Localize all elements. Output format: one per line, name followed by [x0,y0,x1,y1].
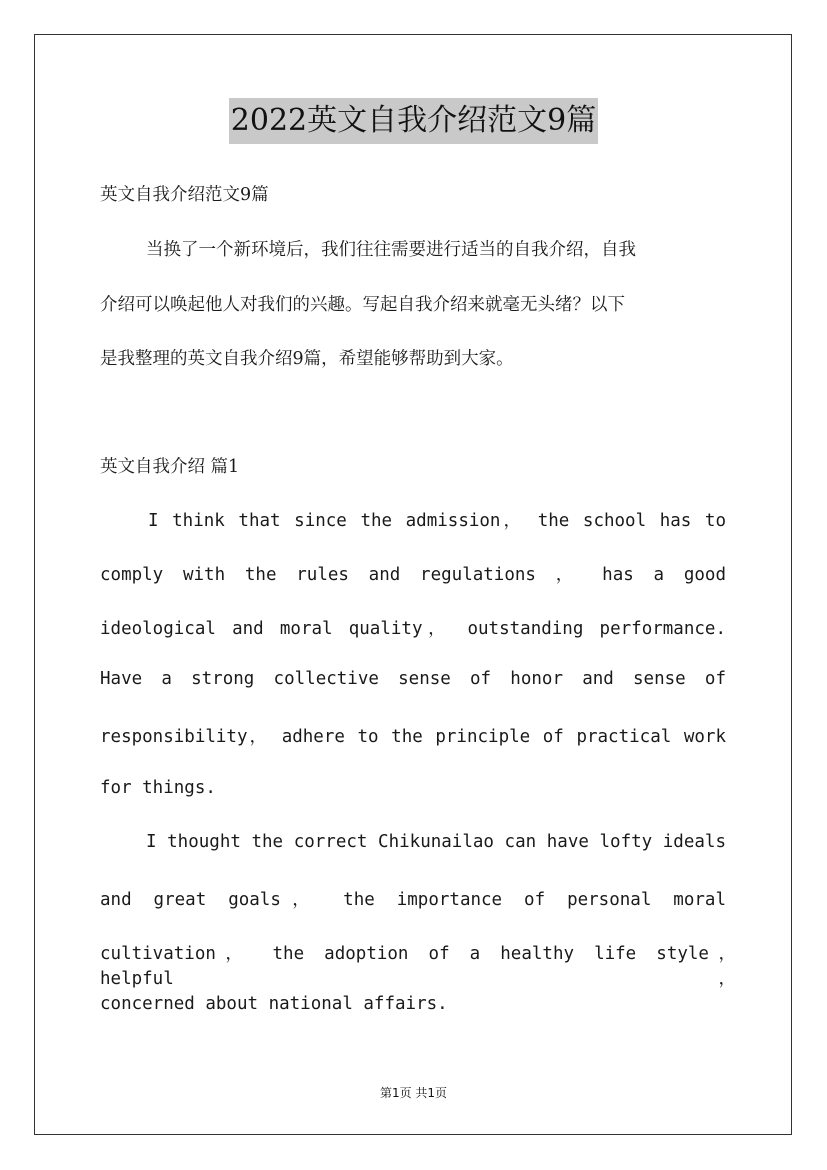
page-footer: 第1页 共1页 [379,1086,448,1100]
paragraph-line: for things. [100,778,216,798]
title-container [0,98,827,144]
paragraph-line: I thought the correct Chikunailao can have lofty ideals [146,832,726,852]
paragraph-line: ideological and moral quality， outstanding performance. [100,619,726,639]
intro-line: 是我整理的英文自我介绍9篇，希望能够帮助到大家。 [100,349,514,369]
paragraph-line: responsibility， adhere to the principle of practical work [100,727,726,747]
paragraph-line: concerned about national affairs. [100,994,448,1014]
paragraph-line: cultivation， the adoption of a healthy life style， helpful， [100,944,736,989]
document-title: 2022英文自我介绍范文9篇 [229,98,598,144]
section-heading: 英文自我介绍 篇1 [100,457,240,477]
intro-line: 介绍可以唤起他人对我们的兴趣。写起自我介绍来就毫无头绪？以下 [100,295,625,315]
paragraph-line: and great goals， the importance of personal moral [100,890,726,910]
intro-line: 当换了一个新环境后，我们往往需要进行适当的自我介绍，自我 [146,240,636,260]
paragraph-line: comply with the rules and regulations ， has a good [100,565,726,585]
subtitle: 英文自我介绍范文9篇 [100,185,269,205]
paragraph-line: Have a strong collective sense of honor and sense of [100,669,726,689]
paragraph-line: I think that since the admission， the school has to [148,511,726,531]
